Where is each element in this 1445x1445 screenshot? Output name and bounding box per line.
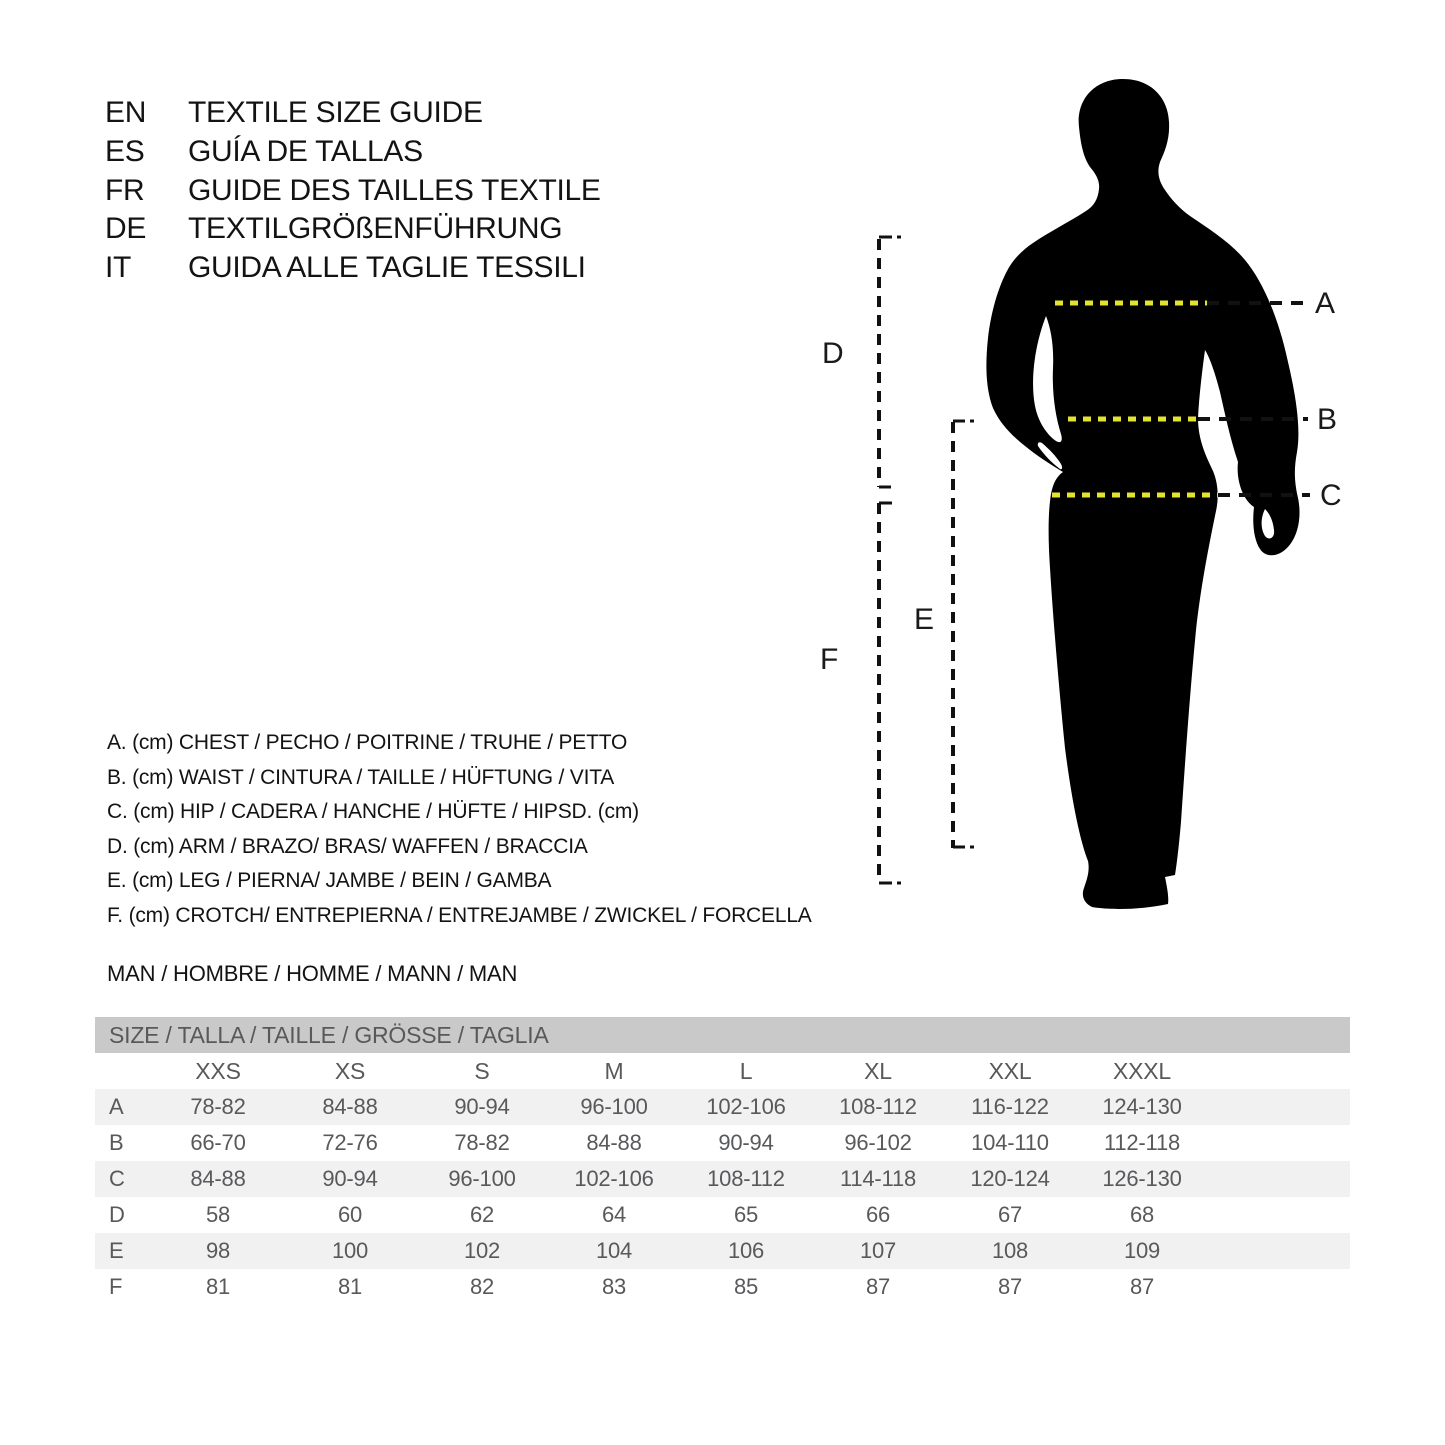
filler-cell xyxy=(1208,1125,1350,1161)
size-value-cell: 78-82 xyxy=(454,1130,510,1155)
size-value-cell: 84-88 xyxy=(586,1130,642,1155)
language-label: GUÍA DE TALLAS xyxy=(188,134,423,168)
size-value-cell: 109 xyxy=(1123,1238,1161,1263)
size-value-cell: 84-88 xyxy=(190,1166,246,1191)
size-value-cell: 120-124 xyxy=(970,1166,1050,1191)
language-label: TEXTILE SIZE GUIDE xyxy=(188,96,483,129)
table-row-hip xyxy=(95,1161,1350,1197)
size-value-cell: 114-118 xyxy=(839,1166,917,1191)
size-header-cell: XXXL xyxy=(1112,1057,1171,1084)
language-label: TEXTILGRÖßENFÜHRUNG xyxy=(188,212,563,246)
language-label: GUIDA ALLE TAGLIE TESSILI xyxy=(188,251,586,285)
table-row-arm xyxy=(95,1197,1350,1233)
measure-row-label: B xyxy=(109,1130,124,1155)
crotch-line-ticks xyxy=(879,503,901,883)
size-value-cell: 82 xyxy=(469,1274,495,1299)
size-value-cell: 104-110 xyxy=(971,1130,1049,1155)
size-value-cell: 68 xyxy=(1129,1202,1155,1227)
size-header-cell: XXL xyxy=(988,1057,1032,1084)
size-value-cell: 96-100 xyxy=(448,1166,516,1191)
table-row-chest xyxy=(95,1089,1350,1125)
size-value-cell: 100 xyxy=(331,1238,369,1263)
measure-row-label: F xyxy=(109,1274,123,1299)
filler-cell xyxy=(1208,1197,1350,1233)
size-value-cell: 78-82 xyxy=(190,1094,246,1119)
size-header-cell: S xyxy=(474,1057,490,1084)
size-value-cell: 102-106 xyxy=(706,1094,786,1119)
language-code: FR xyxy=(105,173,145,207)
size-value-cell: 65 xyxy=(733,1202,759,1227)
leg-line-ticks xyxy=(953,421,974,847)
size-value-cell: 96-100 xyxy=(580,1094,648,1119)
size-header-cell: XXS xyxy=(195,1057,241,1084)
measure-label-arm: D xyxy=(822,337,844,370)
size-value-cell: 108-112 xyxy=(707,1166,785,1191)
legend-item: D. (cm) ARM / BRAZO/ BRAS/ WAFFEN / BRACCIA xyxy=(107,834,588,858)
size-value-cell: 72-76 xyxy=(322,1130,378,1155)
size-value-cell: 87 xyxy=(997,1274,1023,1299)
size-value-cell: 85 xyxy=(733,1274,759,1299)
table-row-crotch xyxy=(95,1269,1350,1305)
size-value-cell: 102-106 xyxy=(574,1166,654,1191)
size-value-cell: 107 xyxy=(859,1238,897,1263)
language-code: IT xyxy=(105,251,132,285)
size-header-cell: M xyxy=(604,1057,624,1084)
size-value-cell: 87 xyxy=(865,1274,891,1299)
filler-cell xyxy=(1208,1053,1350,1089)
size-value-cell: 108-112 xyxy=(839,1094,917,1119)
size-value-cell: 60 xyxy=(337,1202,363,1227)
size-value-cell: 96-102 xyxy=(844,1130,912,1155)
measure-label-waist: B xyxy=(1317,403,1338,436)
size-value-cell: 102 xyxy=(463,1238,501,1263)
size-value-cell: 90-94 xyxy=(454,1094,510,1119)
legend-item: A. (cm) CHEST / PECHO / POITRINE / TRUHE / PETTO xyxy=(107,731,628,754)
legend-item: C. (cm) HIP / CADERA / HANCHE / HÜFTE / HIPSD. (cm) xyxy=(107,800,639,823)
size-value-cell: 126-130 xyxy=(1102,1166,1182,1191)
table-row-leg xyxy=(95,1233,1350,1269)
corner-cell xyxy=(95,1053,152,1089)
measure-label-chest: A xyxy=(1315,287,1336,320)
measurement-legend xyxy=(107,726,812,933)
size-value-cell: 58 xyxy=(205,1202,231,1227)
measure-label-crotch: F xyxy=(820,643,839,676)
measure-row-label: C xyxy=(109,1166,125,1191)
size-value-cell: 87 xyxy=(1129,1274,1155,1299)
size-value-cell: 98 xyxy=(205,1238,231,1263)
table-row-waist xyxy=(95,1125,1350,1161)
size-header-row xyxy=(95,1053,1350,1089)
size-table xyxy=(95,1053,1350,1305)
measure-row-label: A xyxy=(109,1094,124,1119)
measure-row-label: D xyxy=(109,1202,125,1227)
size-header-cell: XS xyxy=(334,1057,366,1084)
size-value-cell: 90-94 xyxy=(718,1130,774,1155)
size-value-cell: 106 xyxy=(727,1238,765,1263)
language-code: DE xyxy=(105,212,147,246)
legend-item: F. (cm) CROTCH/ ENTREPIERNA / ENTREJAMBE / ZWICKEL / FORCELLA xyxy=(107,903,812,927)
size-value-cell: 84-88 xyxy=(322,1094,378,1119)
size-value-cell: 66 xyxy=(865,1202,891,1227)
filler-cell xyxy=(1208,1161,1350,1197)
size-value-cell: 116-122 xyxy=(971,1094,1049,1119)
size-value-cell: 64 xyxy=(601,1202,627,1227)
size-value-cell: 90-94 xyxy=(322,1166,378,1191)
filler-cell xyxy=(1208,1233,1350,1269)
size-table-section xyxy=(95,1017,1350,1305)
measure-label-hip: C xyxy=(1320,479,1342,512)
size-header-cell: XL xyxy=(864,1057,892,1084)
size-value-cell: 112-118 xyxy=(1103,1130,1181,1155)
arm-line-ticks xyxy=(879,237,901,487)
filler-cell xyxy=(1208,1089,1350,1125)
category-label: MAN / HOMBRE / HOMME / MANN / MAN xyxy=(107,961,518,986)
size-value-cell: 104 xyxy=(595,1238,633,1263)
language-label: GUIDE DES TAILLES TEXTILE xyxy=(188,173,601,207)
size-value-cell: 67 xyxy=(997,1202,1023,1227)
size-value-cell: 62 xyxy=(469,1202,495,1227)
size-value-cell: 81 xyxy=(337,1274,363,1299)
size-value-cell: 83 xyxy=(601,1274,627,1299)
legend-item: B. (cm) WAIST / CINTURA / TAILLE / HÜFTUNG / VITA xyxy=(107,765,615,789)
legend-item: E. (cm) LEG / PIERNA/ JAMBE / BEIN / GAMBA xyxy=(107,869,552,892)
measure-row-label: E xyxy=(109,1238,124,1263)
size-value-cell: 108 xyxy=(991,1238,1029,1263)
language-code: ES xyxy=(105,134,145,168)
filler-cell xyxy=(1208,1269,1350,1305)
size-value-cell: 66-70 xyxy=(190,1130,246,1155)
measure-label-leg: E xyxy=(914,603,935,636)
language-code: EN xyxy=(105,96,147,129)
size-value-cell: 81 xyxy=(205,1274,231,1299)
size-value-cell: 124-130 xyxy=(1102,1094,1182,1119)
size-table-title: SIZE / TALLA / TAILLE / GRÖSSE / TAGLIA xyxy=(95,1017,1350,1053)
size-header-cell: L xyxy=(739,1057,753,1084)
